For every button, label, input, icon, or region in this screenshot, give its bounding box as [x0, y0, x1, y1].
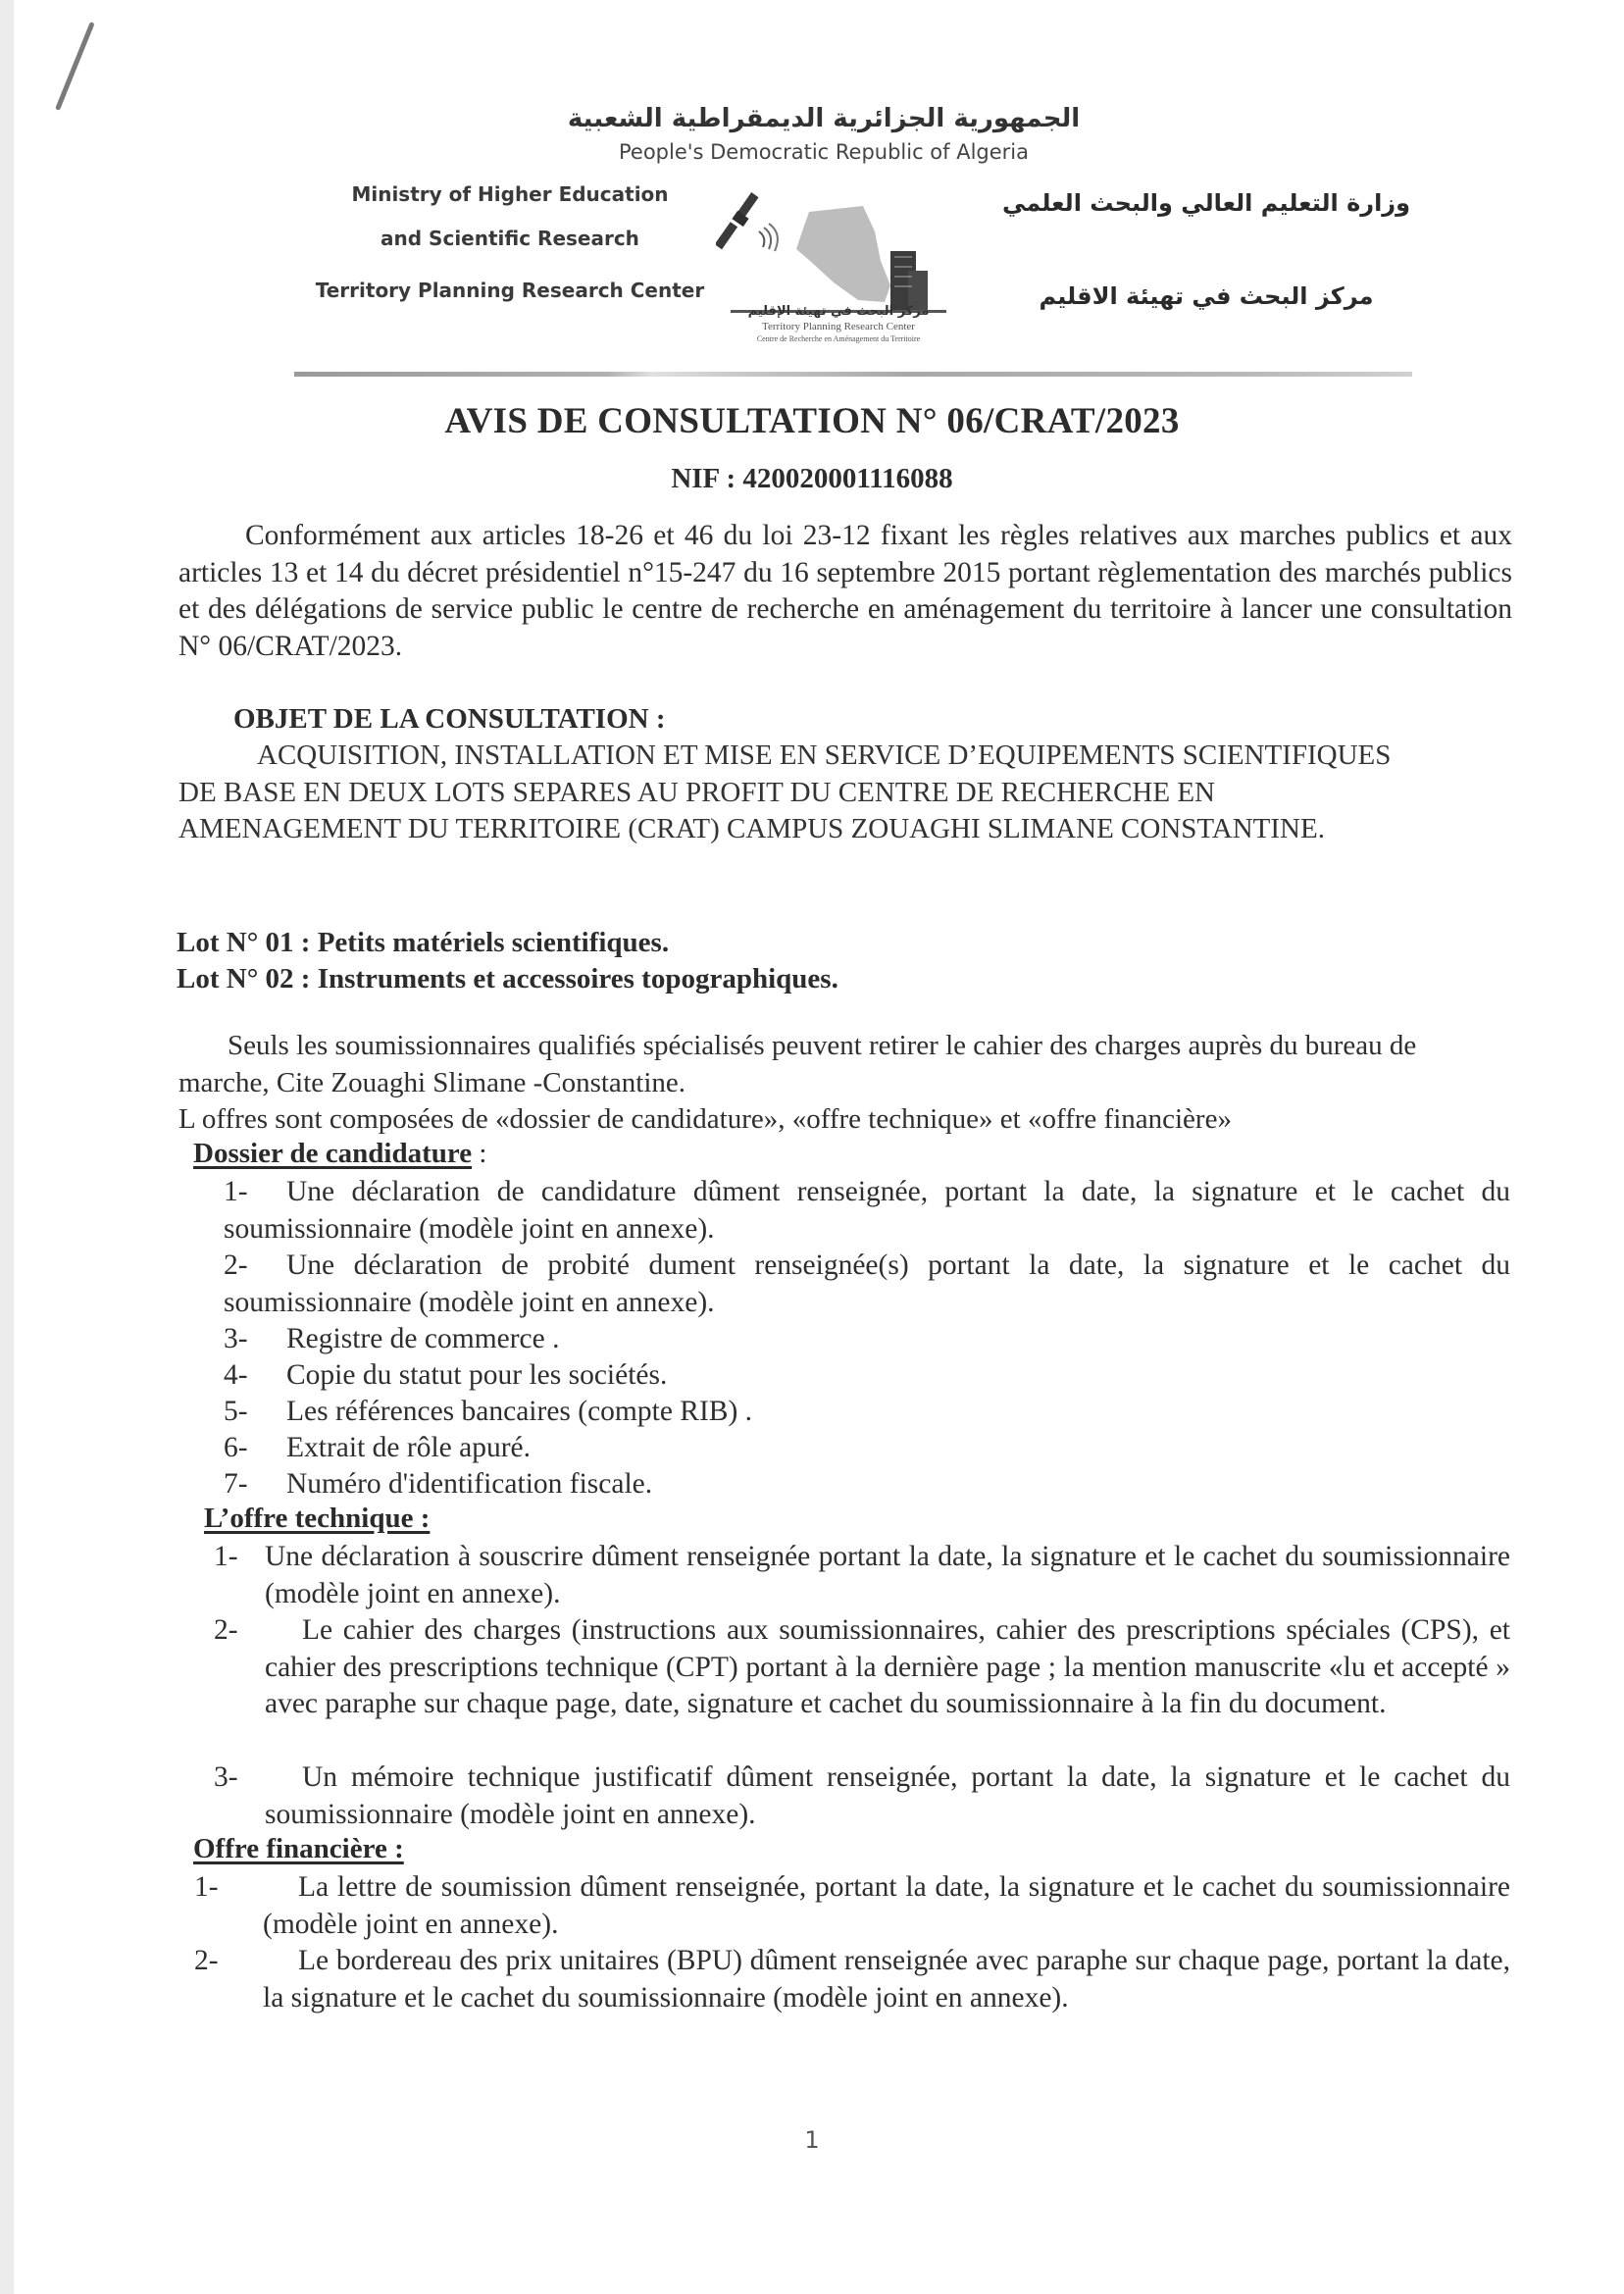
lot-1: Lot N° 01 : Petits matériels scientifiques.: [177, 927, 670, 958]
algeria-map: [796, 206, 890, 302]
page-number: 1: [804, 2126, 820, 2154]
item-text: Une déclaration de candidature dûment renseignée, portant la date, la signature et le cachet du soumissionnaire (modèle joint en annexe).: [224, 1176, 1510, 1245]
financiere-item-2: [194, 1943, 1510, 2016]
dossier-heading-text: Dossier de candidature: [193, 1138, 473, 1169]
item-text: Le bordereau des prix unitaires (BPU) dûment renseignée avec paraphe sur chaque page, portant la date, la signature et le cachet du soumissionnaire (modèle joint en annexe).: [263, 1945, 1510, 2014]
item-number: 3-: [224, 1323, 248, 1354]
item-text: Une déclaration de probité dument renseignée(s) portant la date, la signature et le cachet du soumissionnaire (modèle joint en annexe).: [224, 1249, 1510, 1318]
composition-line: L offres sont composées de «dossier de candidature», «offre technique» et «offre financière»: [178, 1103, 1232, 1135]
dossier-item-7: [224, 1466, 1510, 1504]
item-text: Registre de commerce .: [286, 1323, 560, 1354]
item-text: La lettre de soumission dûment renseignée, portant la date, la signature et le cachet du soumissionnaire (modèle joint en annexe).: [263, 1871, 1510, 1940]
nif-number: NIF : 420020001116088: [671, 463, 953, 494]
retrait-paragraph: Seuls les soumissionnaires qualifiés spécialisés peuvent retirer le cahier des charges auprès du bureau de marche, Cite Zouaghi Slimane -Constantine.: [178, 1030, 1417, 1098]
item-text: Un mémoire technique justificatif dûment renseignée, portant la date, la signature et le cachet du soumissionnaire (modèle joint en annexe).: [265, 1761, 1510, 1830]
republic-arabic: الجمهورية الجزائرية الديمقراطية الشعبية: [567, 104, 1081, 133]
satellite-icon: [716, 192, 778, 251]
item-text: Une déclaration à souscrire dûment renseignée portant la date, la signature et le cachet du soumissionnaire (modèle joint en annexe).: [265, 1541, 1510, 1609]
technique-heading-text: L’offre technique :: [204, 1503, 431, 1534]
ministry-line-2: and Scientific Research: [381, 227, 639, 250]
center-english: Territory Planning Research Center: [315, 279, 705, 302]
dossier-item-1: [224, 1174, 1510, 1248]
item-text: Les références bancaires (compte RIB) .: [286, 1396, 753, 1427]
item-number: 4-: [224, 1359, 248, 1391]
item-number: 1-: [214, 1541, 238, 1572]
item-text: Numéro d'identification fiscale.: [286, 1468, 653, 1500]
item-number: 2-: [214, 1614, 238, 1646]
technique-heading: [204, 1503, 430, 1535]
item-text: Copie du statut pour les sociétés.: [286, 1359, 668, 1391]
ministry-arabic: وزارة التعليم العالي والبحث العلمي: [1001, 189, 1411, 217]
item-number: 2-: [224, 1249, 248, 1281]
logo-caption-arabic: مركز البحث في تهيئة الإقليم: [747, 304, 930, 319]
item-number: 1-: [194, 1871, 219, 1903]
center-arabic: مركز البحث في تهيئة الاقليم: [1039, 282, 1374, 310]
financiere-heading: [193, 1833, 404, 1865]
item-number: 2-: [194, 1945, 219, 1976]
dossier-item-3: [224, 1321, 1510, 1358]
logo-caption-french: Centre de Recherche en Aménagement du Territoire: [756, 334, 921, 343]
pen-mark: [55, 22, 95, 111]
dossier-item-2: [224, 1248, 1510, 1321]
technique-item-1: [214, 1539, 1510, 1612]
dossier-heading-colon: :: [472, 1138, 487, 1169]
ministry-line-1: Ministry of Higher Education: [351, 182, 669, 206]
item-number: 1-: [224, 1176, 248, 1207]
item-number: 7-: [224, 1468, 248, 1500]
item-text: Extrait de rôle apuré.: [286, 1432, 531, 1463]
lot-2: Lot N° 02 : Instruments et accessoires topographiques.: [177, 963, 838, 994]
objet-text: ACQUISITION, INSTALLATION ET MISE EN SERVICE D’EQUIPEMENTS SCIENTIFIQUES DE BASE EN DEUX LOTS SEPARES AU PROFIT DU CENTRE DE RECHERCHE EN AMENAGEMENT DU TERRITOIRE (CRAT) CAMPUS ZOUAGHI SLIMANE CONSTANTINE.: [178, 739, 1392, 844]
dossier-item-4: [224, 1357, 1510, 1395]
document-title: AVIS DE CONSULTATION N° 06/CRAT/2023: [444, 401, 1180, 441]
scan-edge: [0, 0, 14, 2294]
item-text: Le cahier des charges (instructions aux soumissionnaires, cahier des prescriptions spéciales (CPS), et cahier des prescriptions technique (CPT) portant à la dernière page ; la mention manuscrite «lu et accepté » avec paraphe sur chaque page, date, signature et cachet du soumissionnaire à la fin du document.: [265, 1614, 1510, 1719]
technique-item-2: [214, 1612, 1510, 1723]
financiere-heading-text: Offre financière :: [193, 1833, 404, 1864]
dossier-item-6: [224, 1430, 1510, 1467]
republic-english: People's Democratic Republic of Algeria: [618, 140, 1030, 164]
objet-heading: OBJET DE LA CONSULTATION :: [233, 703, 666, 735]
logo-caption-english: Territory Planning Research Center: [762, 321, 915, 332]
intro-paragraph: Conformément aux articles 18-26 et 46 du loi 23-12 fixant les règles relatives aux marches publics et aux articles 13 et 14 du décret présidentiel n°15-247 du 16 septembre 2015 portant règlementation des marchés publics et des délégations de service public le centre de recherche en aménagement du territoire à lancer une consultation N° 06/CRAT/2023.: [178, 520, 1512, 662]
technique-item-3: [214, 1759, 1510, 1833]
financiere-item-1: [194, 1869, 1510, 1943]
dossier-item-5: [224, 1394, 1510, 1431]
item-number: 6-: [224, 1432, 248, 1463]
header-divider: [294, 372, 1412, 377]
item-number: 3-: [214, 1761, 238, 1793]
building-icon: [890, 251, 928, 310]
item-number: 5-: [224, 1396, 248, 1427]
dossier-heading: [193, 1138, 486, 1170]
